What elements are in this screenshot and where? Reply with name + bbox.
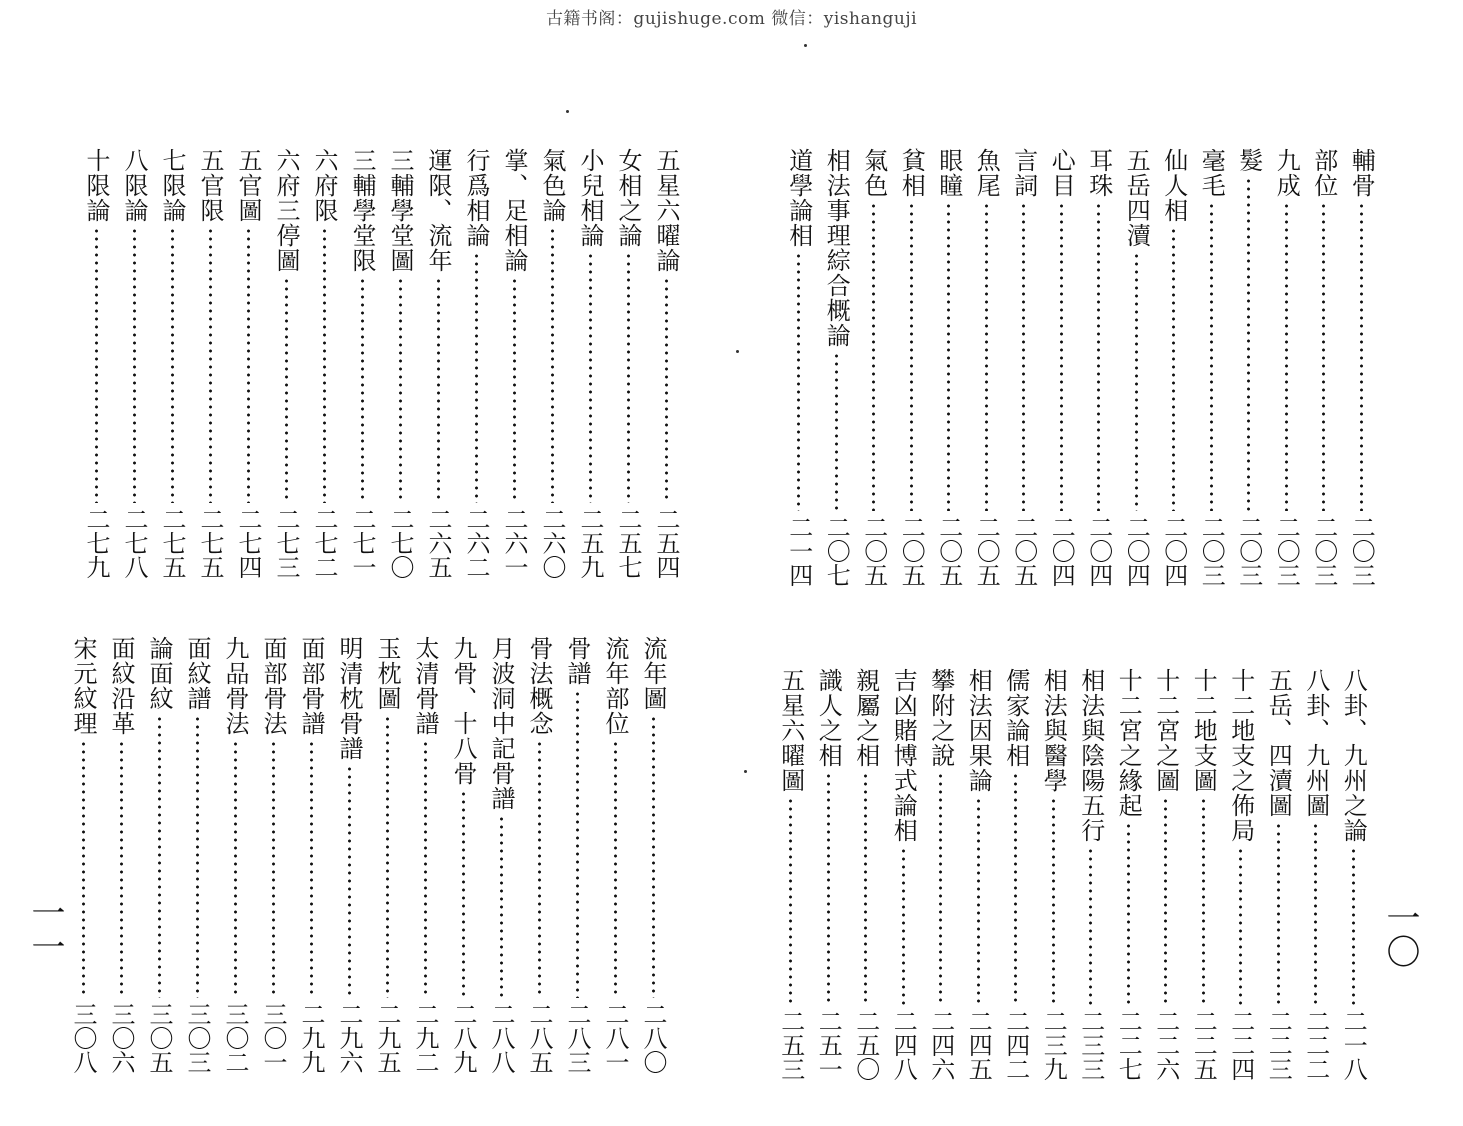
toc-entry-page-number: 二〇四: [1159, 515, 1188, 587]
toc-entry: [1268, 148, 1306, 598]
toc-entry: [1193, 148, 1231, 598]
dot-leader: [361, 277, 364, 503]
toc-entry: [1305, 148, 1343, 598]
toc-entry-title: 小兒相論: [576, 148, 604, 248]
toc-entry-page-number: 二九六: [335, 1002, 363, 1074]
toc-entry: [482, 636, 520, 1085]
toc-entry-page-number: 二四八: [889, 1009, 918, 1081]
toc-entry-page-number: 二〇五: [934, 515, 963, 587]
toc-entry-title: 髮: [1234, 148, 1263, 173]
dot-leader: [985, 202, 988, 511]
toc-entry-title: 玉枕圖: [373, 636, 401, 711]
toc-entry-title: 眼瞳: [934, 148, 963, 198]
right-page-number: 一〇: [1380, 900, 1420, 968]
toc-entry-page-number: 二二五: [1189, 1009, 1218, 1081]
toc-entry: [968, 148, 1006, 598]
toc-entry: [305, 148, 343, 590]
toc-entry-page-number: 二六一: [500, 507, 528, 579]
toc-entry-page-number: 二二三: [1264, 1009, 1293, 1081]
toc-entry: [444, 636, 482, 1085]
toc-entry-page-number: 二四二: [1001, 1009, 1030, 1081]
toc-entry-title: 道學論相: [784, 148, 813, 248]
dot-leader: [665, 277, 668, 503]
toc-entry-page-number: 二〇四: [1122, 515, 1151, 587]
toc-block-right-upper: [780, 148, 1380, 598]
toc-entry-page-number: 三〇二: [221, 1002, 249, 1074]
toc-entry: [102, 636, 140, 1085]
dot-leader: [576, 690, 579, 998]
toc-entry-page-number: 二一八: [1339, 1009, 1368, 1081]
toc-entry-title: 仙人相: [1159, 148, 1188, 223]
toc-entry: [960, 668, 998, 1092]
toc-entry-title: 五官限: [196, 148, 224, 223]
toc-entry-page-number: 二〇五: [1009, 515, 1038, 587]
dot-leader: [1014, 772, 1017, 1005]
dot-leader: [424, 740, 427, 998]
dot-leader: [1210, 202, 1213, 511]
toc-entry-page-number: 二八一: [601, 1002, 629, 1074]
dot-leader: [835, 352, 838, 511]
toc-entry-title: 十二地支之佈局: [1226, 668, 1255, 843]
toc-entry-page-number: 二六五: [424, 507, 452, 579]
toc-entry: [1035, 668, 1073, 1092]
dot-leader: [1239, 847, 1242, 1005]
dot-leader: [1360, 202, 1363, 511]
toc-entry-page-number: 二八八: [487, 1002, 515, 1074]
toc-entry-title: 識人之相: [814, 668, 843, 768]
toc-entry-page-number: 三〇六: [107, 1002, 135, 1074]
toc-entry-title: 面紋沿革: [107, 636, 135, 736]
toc-entry-page-number: 二七五: [158, 507, 186, 579]
toc-entry: [115, 148, 153, 590]
dot-leader: [872, 202, 875, 511]
toc-entry: [893, 148, 931, 598]
toc-entry-page-number: 二七八: [120, 507, 148, 579]
toc-entry-page-number: 二二七: [1114, 1009, 1143, 1081]
toc-entry-page-number: 二〇三: [1197, 515, 1226, 587]
scan-speck: [804, 44, 807, 47]
toc-entry-page-number: 二六二: [462, 507, 490, 579]
toc-entry: [77, 148, 115, 590]
toc-entry: [343, 148, 381, 590]
toc-entry-page-number: 二〇五: [897, 515, 926, 587]
toc-entry-page-number: 二〇五: [859, 515, 888, 587]
toc-entry-title: 十二地支圖: [1189, 668, 1218, 793]
dot-leader: [386, 715, 389, 998]
toc-entry-title: 相法與陰陽五行: [1076, 668, 1105, 843]
toc-entry: [780, 148, 818, 598]
toc-entry-title: 攀附之說: [926, 668, 955, 768]
dot-leader: [95, 227, 98, 503]
dot-leader: [1052, 797, 1055, 1005]
dot-leader: [864, 772, 867, 1005]
dot-leader: [234, 740, 237, 998]
toc-entry: [1297, 668, 1335, 1092]
toc-entry-title: 相法事理綜合概論: [822, 148, 851, 348]
toc-entry-page-number: 二三九: [1039, 1009, 1068, 1081]
toc-entry-title: 三輔學堂限: [348, 148, 376, 273]
dot-leader: [1285, 202, 1288, 511]
toc-entry-page-number: 二四五: [964, 1009, 993, 1081]
toc-entry-page-number: 二〇三: [1272, 515, 1301, 587]
toc-entry: [885, 668, 923, 1092]
toc-entry-page-number: 二七三: [272, 507, 300, 579]
toc-entry: [1080, 148, 1118, 598]
scan-speck: [736, 350, 739, 353]
toc-entry: [634, 636, 672, 1085]
dot-leader: [1247, 177, 1250, 511]
watermark-text: 古籍书阁：gujishuge.com 微信：yishanguji: [545, 9, 918, 29]
toc-entry-page-number: 二五七: [614, 507, 642, 579]
toc-entry: [772, 668, 810, 1092]
toc-entry-title: 九品骨法: [221, 636, 249, 736]
toc-entry: [419, 148, 457, 590]
toc-entry-title: 魚尾: [972, 148, 1001, 198]
toc-entry-page-number: 二〇三: [1234, 515, 1263, 587]
toc-entry-page-number: 二五三: [776, 1009, 805, 1081]
toc-entry-page-number: 二七二: [310, 507, 338, 579]
toc-entry-title: 三輔學堂圖: [386, 148, 414, 273]
toc-entry: [558, 636, 596, 1085]
toc-entry-page-number: 二二四: [1226, 1009, 1255, 1081]
toc-entry-page-number: 二八九: [449, 1002, 477, 1074]
toc-entry-page-number: 三〇八: [69, 1002, 97, 1074]
toc-entry-page-number: 二五九: [576, 507, 604, 579]
scan-speck: [744, 770, 747, 773]
toc-entry-title: 月波洞中記骨譜: [487, 636, 515, 811]
toc-entry: [997, 668, 1035, 1092]
toc-entry-title: 五官圖: [234, 148, 262, 223]
toc-entry: [153, 148, 191, 590]
toc-entry: [254, 636, 292, 1085]
toc-entry: [847, 668, 885, 1092]
dot-leader: [538, 740, 541, 998]
toc-entry: [1185, 668, 1223, 1092]
dot-leader: [462, 790, 465, 998]
toc-entry: [229, 148, 267, 590]
dot-leader: [323, 227, 326, 503]
toc-entry-title: 骨法概念: [525, 636, 553, 736]
toc-entry: [368, 636, 406, 1085]
toc-entry-page-number: 二九二: [411, 1002, 439, 1074]
dot-leader: [902, 847, 905, 1005]
toc-entry: [1118, 148, 1156, 598]
toc-entry: [1260, 668, 1298, 1092]
toc-entry-page-number: 二七〇: [386, 507, 414, 579]
toc-entry-page-number: 二七五: [196, 507, 224, 579]
dot-leader: [910, 202, 913, 511]
toc-entry: [1043, 148, 1081, 598]
dot-leader: [310, 740, 313, 998]
dot-leader: [196, 715, 199, 998]
toc-entry-page-number: 二二六: [1151, 1009, 1180, 1081]
toc-entry: [406, 636, 444, 1085]
dot-leader: [247, 227, 250, 503]
toc-entry: [596, 636, 634, 1085]
dot-leader: [133, 227, 136, 503]
toc-entry-title: 十限論: [82, 148, 110, 223]
dot-leader: [797, 252, 800, 511]
toc-entry: [1230, 148, 1268, 598]
toc-entry-title: 言詞: [1009, 148, 1038, 198]
toc-entry-title: 吉凶賭博式論相: [889, 668, 918, 843]
toc-entry-title: 女相之論: [614, 148, 642, 248]
toc-entry-title: 十二宮之緣起: [1114, 668, 1143, 818]
dot-leader: [1277, 822, 1280, 1005]
toc-entry: [191, 148, 229, 590]
toc-entry-page-number: 二九九: [297, 1002, 325, 1074]
dot-leader: [120, 740, 123, 998]
toc-entry-title: 輔骨: [1347, 148, 1376, 198]
toc-entry-title: 儒家論相: [1001, 668, 1030, 768]
toc-entry-title: 八卦、九州之論: [1339, 668, 1368, 843]
toc-entry: [1005, 148, 1043, 598]
toc-entry: [216, 636, 254, 1085]
toc-entry: [810, 668, 848, 1092]
dot-leader: [475, 252, 478, 503]
dot-leader: [589, 252, 592, 503]
toc-entry-title: 六府三停圖: [272, 148, 300, 273]
dot-leader: [652, 715, 655, 998]
toc-entry: [1072, 668, 1110, 1092]
toc-entry-title: 五星六曜論: [652, 148, 680, 273]
toc-entry: [457, 148, 495, 590]
toc-entry-page-number: 二七一: [348, 507, 376, 579]
dot-leader: [789, 797, 792, 1005]
toc-entry: [381, 148, 419, 590]
toc-entry-page-number: 三〇三: [183, 1002, 211, 1074]
toc-entry-page-number: 二〇七: [822, 515, 851, 587]
toc-entry-page-number: 二四六: [926, 1009, 955, 1081]
toc-entry-title: 太清骨譜: [411, 636, 439, 736]
toc-entry: [330, 636, 368, 1085]
dot-leader: [82, 740, 85, 998]
toc-entry-title: 耳珠: [1084, 148, 1113, 198]
toc-entry: [1147, 668, 1185, 1092]
toc-entry-title: 九成: [1272, 148, 1301, 198]
toc-entry: [1343, 148, 1381, 598]
toc-entry-page-number: 二〇三: [1309, 515, 1338, 587]
toc-entry: [1335, 668, 1373, 1092]
toc-entry-page-number: 二一四: [784, 515, 813, 587]
toc-entry-title: 相法因果論: [964, 668, 993, 793]
dot-leader: [827, 772, 830, 1005]
toc-entry-title: 九骨、十八骨: [449, 636, 477, 786]
toc-entry: [818, 148, 856, 598]
toc-entry: [571, 148, 609, 590]
toc-entry: [520, 636, 558, 1085]
toc-entry-page-number: 二八五: [525, 1002, 553, 1074]
toc-entry-title: 氣色論: [538, 148, 566, 223]
toc-entry-title: 五岳、四瀆圖: [1264, 668, 1293, 818]
dot-leader: [1097, 202, 1100, 511]
toc-entry-title: 面部骨譜: [297, 636, 325, 736]
dot-leader: [1202, 797, 1205, 1005]
dot-leader: [1127, 822, 1130, 1005]
dot-leader: [1352, 847, 1355, 1005]
dot-leader: [285, 277, 288, 503]
dot-leader: [513, 277, 516, 503]
toc-entry: [64, 636, 102, 1085]
dot-leader: [1164, 797, 1167, 1005]
toc-entry-page-number: 二九五: [373, 1002, 401, 1074]
dot-leader: [272, 740, 275, 998]
toc-entry: [609, 148, 647, 590]
toc-entry-title: 毫毛: [1197, 148, 1226, 198]
toc-entry-title: 骨譜: [563, 636, 591, 686]
dot-leader: [1322, 202, 1325, 511]
toc-entry-title: 五星六曜圖: [776, 668, 805, 793]
dot-leader: [171, 227, 174, 503]
dot-leader: [1022, 202, 1025, 511]
toc-entry-page-number: 二三三: [1076, 1009, 1105, 1081]
toc-entry-page-number: 二二二: [1301, 1009, 1330, 1081]
dot-leader: [939, 772, 942, 1005]
toc-entry: [495, 148, 533, 590]
toc-entry-title: 流年圖: [639, 636, 667, 711]
toc-entry-title: 論面紋: [145, 636, 173, 711]
toc-entry-title: 運限、流年: [424, 148, 452, 273]
dot-leader: [500, 815, 503, 998]
toc-entry: [930, 148, 968, 598]
toc-entry-title: 心目: [1047, 148, 1076, 198]
toc-entry-title: 貧相: [897, 148, 926, 198]
dot-leader: [1135, 252, 1138, 511]
toc-entry-title: 氣色: [859, 148, 888, 198]
toc-block-left-upper: [70, 148, 685, 590]
toc-entry-title: 八卦、九州圖: [1301, 668, 1330, 818]
toc-entry-title: 五岳四瀆: [1122, 148, 1151, 248]
toc-entry-title: 七限論: [158, 148, 186, 223]
toc-entry: [140, 636, 178, 1085]
toc-entry-title: 親屬之相: [851, 668, 880, 768]
toc-entry: [855, 148, 893, 598]
toc-entry: [922, 668, 960, 1092]
toc-entry-page-number: 二五一: [814, 1009, 843, 1081]
toc-entry-title: 面紋譜: [183, 636, 211, 711]
toc-entry: [1110, 668, 1148, 1092]
toc-entry-page-number: 二五四: [652, 507, 680, 579]
dot-leader: [1314, 822, 1317, 1005]
dot-leader: [399, 277, 402, 503]
toc-entry-title: 部位: [1309, 148, 1338, 198]
toc-entry-page-number: 三〇五: [145, 1002, 173, 1074]
toc-entry: [292, 636, 330, 1085]
scan-speck: [566, 110, 569, 113]
dot-leader: [614, 740, 617, 998]
toc-entry: [178, 636, 216, 1085]
toc-entry-title: 相法與醫學: [1039, 668, 1068, 793]
toc-block-right-lower: [772, 668, 1372, 1092]
toc-entry-page-number: 二七四: [234, 507, 262, 579]
dot-leader: [348, 765, 351, 998]
toc-entry-title: 宋元紋理: [69, 636, 97, 736]
toc-entry-page-number: 二八〇: [639, 1002, 667, 1074]
toc-entry: [533, 148, 571, 590]
toc-entry-page-number: 二〇四: [1084, 515, 1113, 587]
toc-entry-page-number: 二〇五: [972, 515, 1001, 587]
toc-entry: [267, 148, 305, 590]
toc-block-left-lower: [60, 636, 672, 1085]
left-page-number: 一一: [25, 895, 65, 963]
toc-entry: [647, 148, 685, 590]
toc-entry-title: 面部骨法: [259, 636, 287, 736]
dot-leader: [551, 227, 554, 503]
toc-entry-page-number: 二五〇: [851, 1009, 880, 1081]
dot-leader: [158, 715, 161, 998]
toc-entry-title: 流年部位: [601, 636, 629, 736]
toc-entry-title: 掌、足相論: [500, 148, 528, 273]
toc-entry-title: 六府限: [310, 148, 338, 223]
dot-leader: [1060, 202, 1063, 511]
toc-entry-title: 明清枕骨譜: [335, 636, 363, 761]
toc-entry-title: 八限論: [120, 148, 148, 223]
toc-entry-page-number: 二七九: [82, 507, 110, 579]
dot-leader: [947, 202, 950, 511]
dot-leader: [437, 277, 440, 503]
toc-entry-page-number: 二〇三: [1347, 515, 1376, 587]
toc-entry: [1222, 668, 1260, 1092]
toc-entry-page-number: 二六〇: [538, 507, 566, 579]
dot-leader: [977, 797, 980, 1005]
toc-entry: [1155, 148, 1193, 598]
toc-entry-page-number: 二〇四: [1047, 515, 1076, 587]
dot-leader: [1172, 227, 1175, 511]
toc-entry-page-number: 二八三: [563, 1002, 591, 1074]
dot-leader: [627, 252, 630, 503]
toc-entry-page-number: 三〇一: [259, 1002, 287, 1074]
toc-entry-title: 行爲相論: [462, 148, 490, 248]
dot-leader: [209, 227, 212, 503]
dot-leader: [1089, 847, 1092, 1005]
toc-entry-title: 十二宮之圖: [1151, 668, 1180, 793]
